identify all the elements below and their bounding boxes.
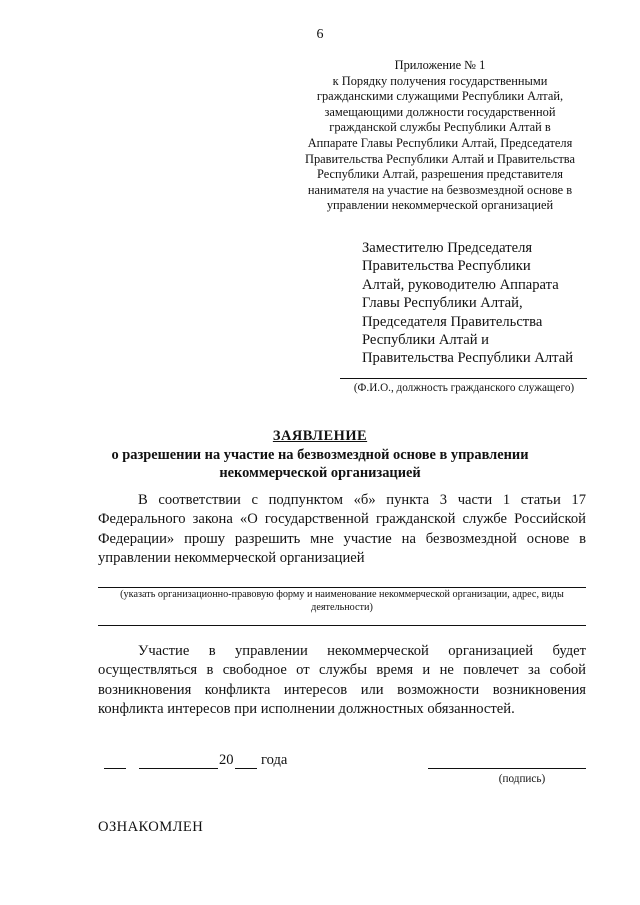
appendix-line: Республики Алтай, разрешения представителя — [317, 167, 563, 182]
addressee-line: Председателя Правительства — [362, 313, 543, 330]
appendix-line: гражданской службы Республики Алтай в — [329, 120, 551, 135]
date-year-line — [235, 768, 257, 769]
paragraph-line: осуществляться в свободное от службы время и не повлечет за собой — [98, 662, 586, 679]
conflict-paragraph — [98, 642, 586, 720]
appendix-line: управлении некоммерческой организацией — [326, 198, 554, 213]
appendix-line: замещающими должности государственной — [324, 104, 556, 119]
date-year-prefix: 20 — [219, 752, 234, 768]
paragraph-line: управлении некоммерческой организацией — [98, 550, 365, 567]
appendix-line: гражданскими служащими Республики Алтай, — [316, 89, 564, 104]
paragraph-line: Федерального закона «О государственной гражданской службе Российской — [98, 511, 586, 528]
appendix-line: Правительства Республики Алтай и Правительства — [305, 151, 575, 166]
subtitle-line: о разрешении на участие на безвозмездной основе в управлении — [111, 447, 529, 463]
addressee-line: Правительства Республики Алтай — [362, 350, 574, 367]
organization-hint — [98, 589, 586, 615]
date-year-suffix: года — [261, 752, 288, 768]
request-paragraph — [98, 491, 586, 569]
appendix-line: нанимателя на участие на безвозмездной основе в — [307, 182, 573, 197]
paragraph-line: В соответствии с подпунктом «б» пункта 3 части 1 статьи 17 — [138, 492, 586, 508]
paragraph-line: возникновения конфликта интересов или возможности возникновения — [98, 681, 586, 698]
document-subtitle — [110, 447, 530, 482]
addressee-block — [362, 239, 602, 368]
organization-hint-line: деятельности) — [311, 601, 373, 613]
paragraph-line: Федерации» прошу разрешить мне участие на безвозмездной основе в — [98, 530, 586, 547]
page-number: 6 — [316, 27, 324, 42]
appendix-line: Приложение № 1 — [394, 58, 486, 72]
fio-fill-line — [340, 378, 587, 379]
addressee-line: Заместителю Председателя — [362, 240, 533, 256]
fio-hint: (Ф.И.О., должность гражданского служащего) — [353, 382, 575, 394]
signature-hint: (подпись) — [498, 773, 546, 785]
document-title: ЗАЯВЛЕНИЕ — [272, 428, 368, 444]
signature-line — [428, 768, 586, 769]
appendix-line: к Порядку получения государственными — [332, 73, 548, 88]
appendix-header — [292, 58, 588, 214]
acknowledged-label: ОЗНАКОМЛЕН — [98, 819, 204, 835]
appendix-line: Аппарате Главы Республики Алтай, Председателя — [307, 135, 573, 150]
addressee-line: Правительства Республики — [362, 258, 531, 275]
subtitle-line: некоммерческой организацией — [219, 464, 421, 481]
organization-fill-line — [98, 587, 586, 588]
date-day-line — [104, 768, 126, 769]
date-month-line — [139, 768, 218, 769]
paragraph-line: Участие в управлении некоммерческой организацией будет — [138, 643, 586, 659]
paragraph-line: конфликта интересов при исполнении должностных обязанностей. — [98, 701, 515, 718]
addressee-line: Республики Алтай и — [362, 332, 489, 349]
organization-fill-line-2 — [98, 625, 586, 626]
addressee-line: Главы Республики Алтай, — [362, 295, 523, 312]
organization-hint-line: (указать организационно-правовую форму и наименование некоммерческой организации, адрес, виды — [120, 589, 564, 600]
addressee-line: Алтай, руководителю Аппарата — [362, 276, 559, 293]
